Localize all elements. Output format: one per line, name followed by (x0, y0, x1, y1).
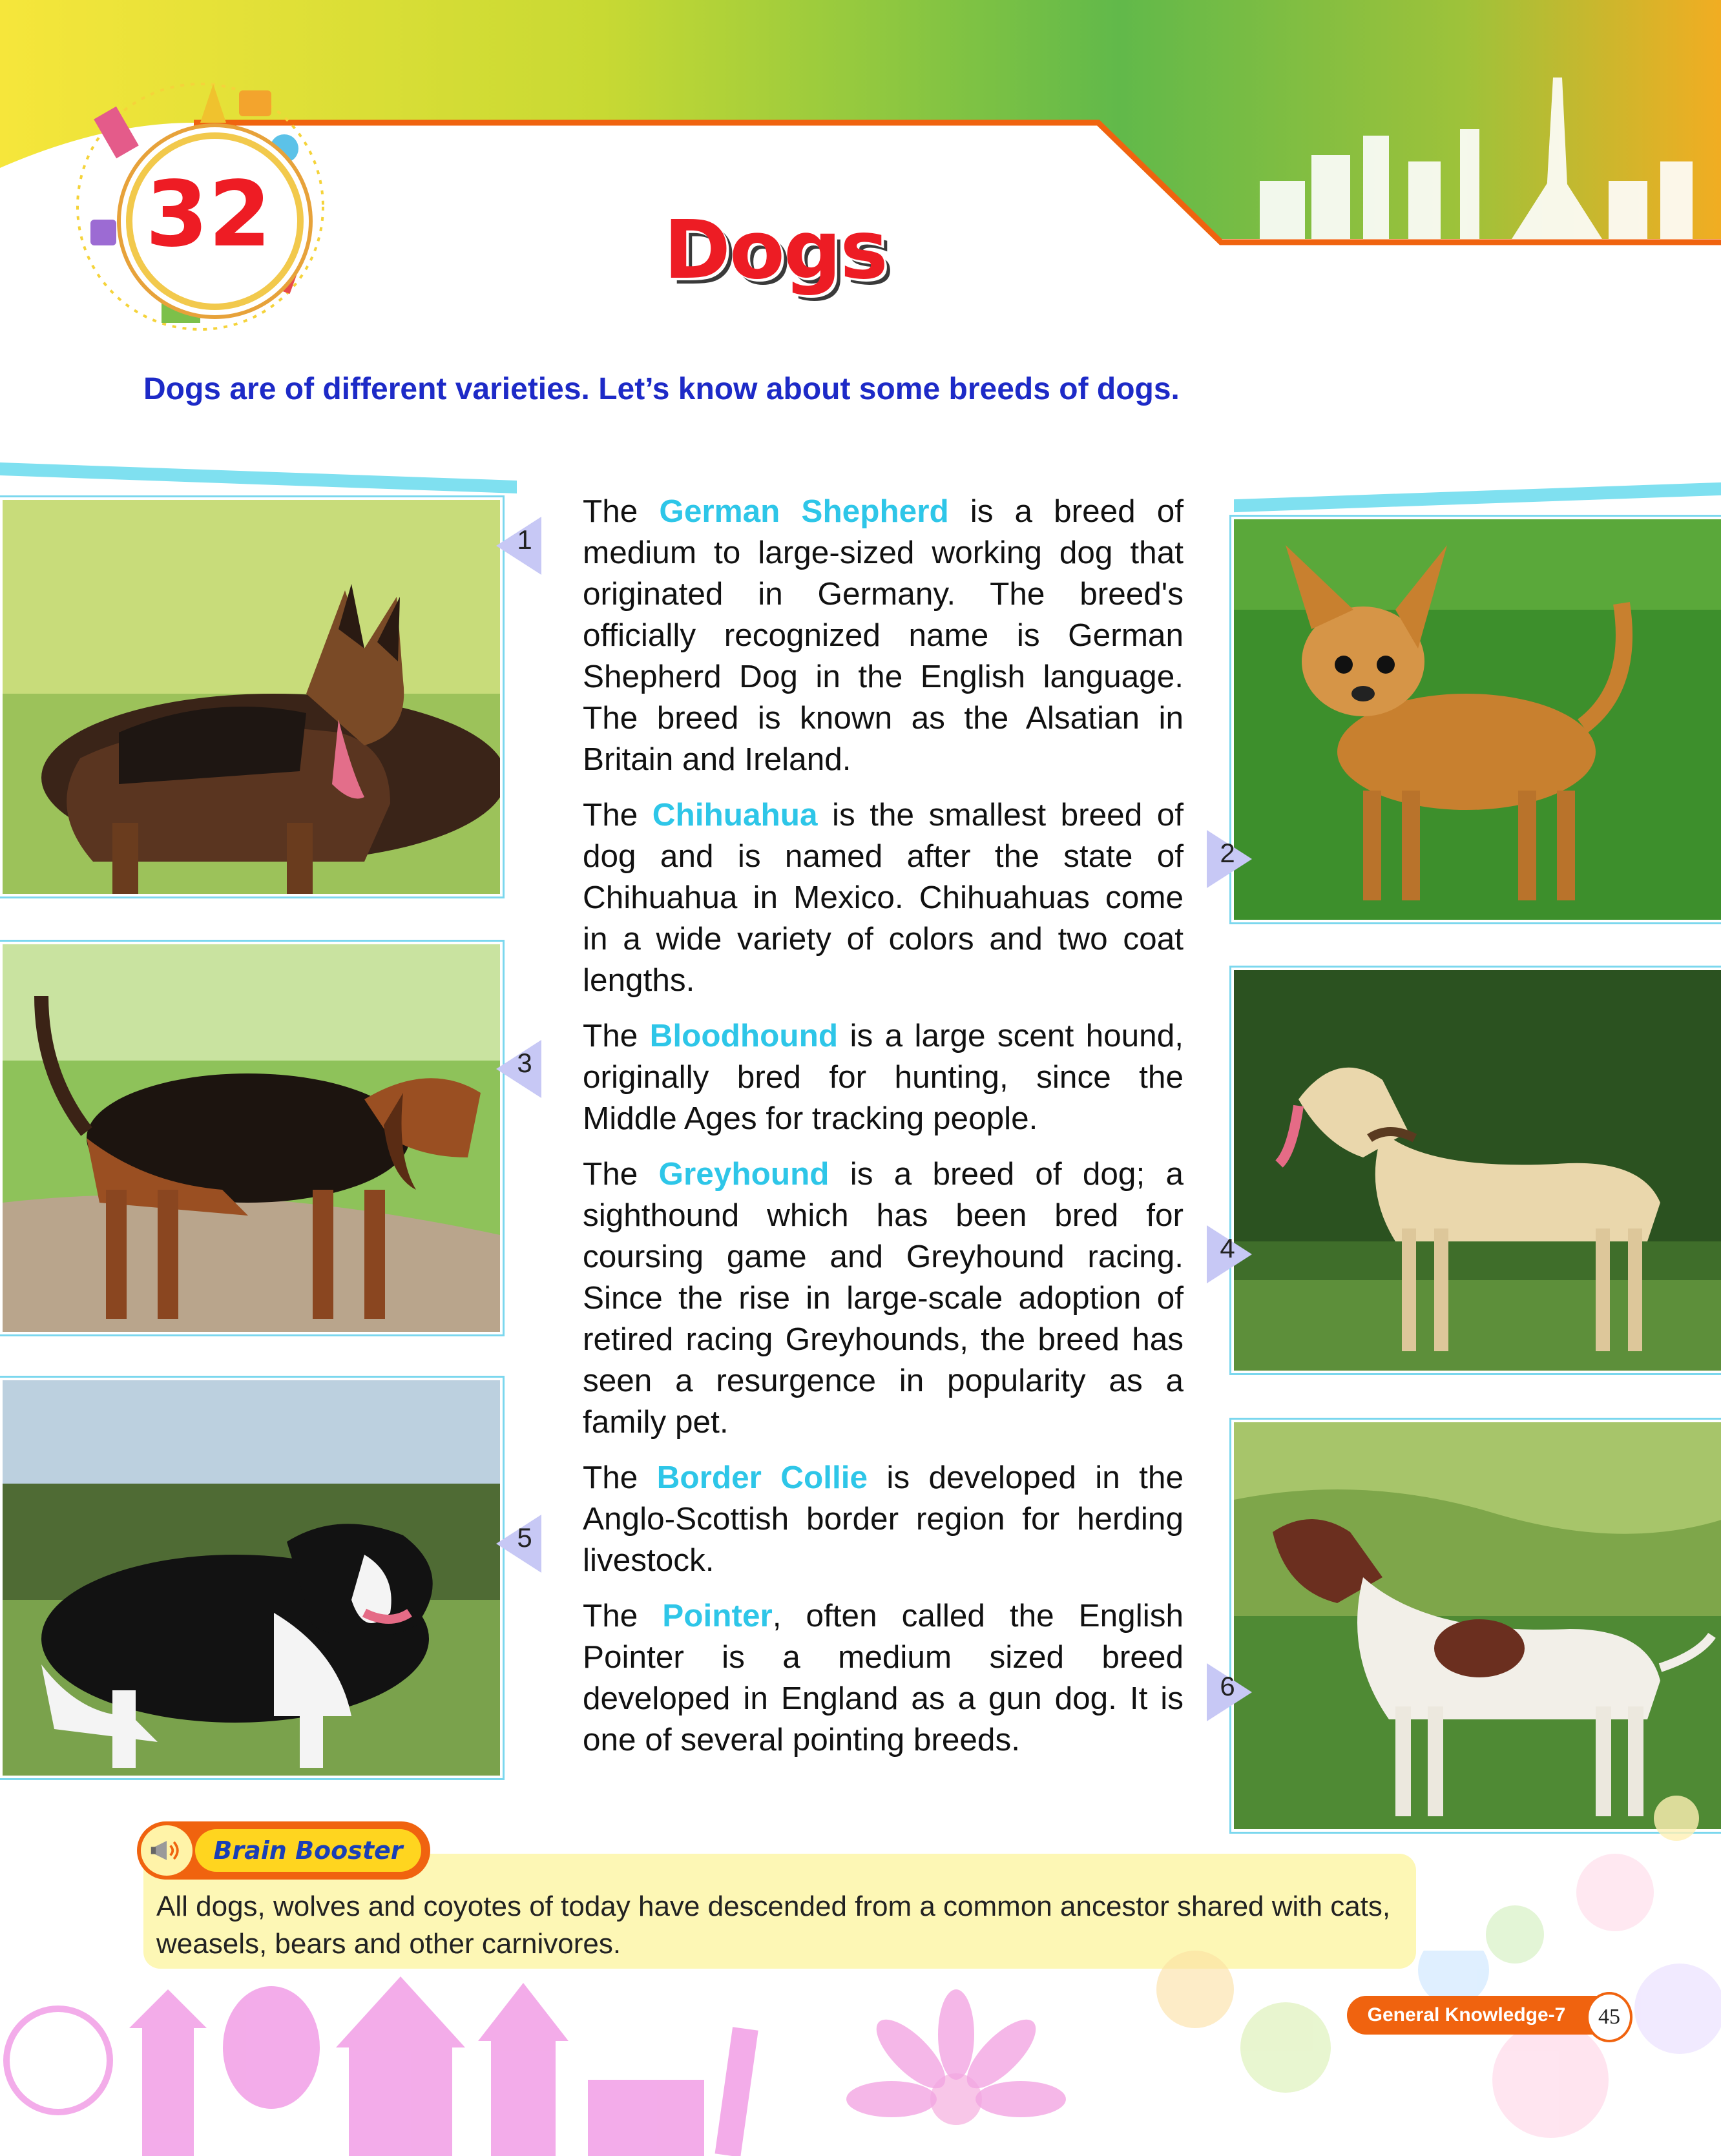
ribbon-right-1 (1234, 482, 1721, 512)
breed-descriptions (583, 491, 1184, 1775)
chapter-number: 32 (145, 162, 271, 267)
bubble-decoration-2 (1486, 1905, 1544, 1964)
border-collie-photo (0, 1378, 503, 1778)
breed-name-pointer: Pointer (662, 1598, 773, 1633)
german-shepherd-photo (0, 497, 503, 897)
paragraph-chihuahua: The Chihuahua is the smallest breed of dog and is named after the state of Chihuahua in Mexico. Chihuahuas come in a wide variety of colors and two coat lengths. (583, 797, 1184, 998)
pointer-photo (1231, 1420, 1721, 1832)
marker-3-number: 3 (517, 1048, 532, 1078)
breed-name-chihuahua: Chihuahua (652, 797, 818, 833)
paragraph-german-shepherd: The German Shepherd is a breed of medium to large-sized working dog that originated in Germany. The breed's officially recognized name is German Shepherd Dog in the English language. The breed is known as the Alsatian in Britain and Ireland. (583, 493, 1184, 777)
marker-2 (1207, 830, 1258, 888)
paragraph-pointer: The Pointer, often called the English Pointer is a medium sized breed developed in England as a gun dog. It is one of several pointing breeds. (583, 1598, 1184, 1757)
greyhound-photo (1231, 968, 1721, 1373)
paragraph-greyhound: The Greyhound is a breed of dog; a sighthound which has been bred for coursing game and Greyhound racing. Since the rise in large-scale adoption of retired racing Greyhounds, the breed has seen a resurgence in popularity as a family pet. (583, 1156, 1184, 1440)
flower-decoration-icon (846, 1989, 1066, 2125)
ribbon-left-1 (0, 462, 517, 493)
paragraph-border-collie: The Border Collie is developed in the Anglo-Scottish border region for herding livestock. (583, 1460, 1184, 1578)
marker-1 (496, 517, 548, 575)
marker-3 (496, 1040, 548, 1098)
breed-name-german-shepherd: German Shepherd (659, 493, 949, 529)
paragraph-bloodhound: The Bloodhound is a large scent hound, originally bred for hunting, since the Middle Ages for tracking people. (583, 1018, 1184, 1136)
marker-5 (496, 1515, 548, 1573)
marker-6-number: 6 (1220, 1671, 1235, 1701)
marker-1-number: 1 (517, 524, 532, 555)
bloodhound-photo (0, 942, 503, 1334)
megaphone-icon (141, 1825, 193, 1876)
breed-name-bloodhound: Bloodhound (649, 1018, 839, 1053)
page-title: Dogs (663, 203, 887, 297)
marker-6 (1207, 1663, 1258, 1721)
bubble-decoration-3 (1654, 1796, 1699, 1841)
breed-name-border-collie: Border Collie (656, 1460, 868, 1495)
brain-booster-label: Brain Booster (213, 1836, 403, 1865)
marker-5-number: 5 (517, 1522, 532, 1553)
footer-book-title: General Knowledge-7 (1367, 2004, 1566, 2026)
marker-4 (1207, 1225, 1258, 1283)
marker-4-number: 4 (1220, 1233, 1235, 1263)
breed-name-greyhound: Greyhound (658, 1156, 829, 1192)
footer-landmarks-silhouette-icon (0, 1951, 1721, 2156)
chihuahua-photo (1231, 517, 1721, 922)
marker-2-number: 2 (1220, 838, 1235, 868)
intro-text: Dogs are of different varieties. Let’s know about some breeds of dogs. (143, 372, 1180, 406)
bubble-decoration-1 (1576, 1854, 1654, 1931)
page-number: 45 (1586, 1992, 1632, 2042)
brain-booster-text: All dogs, wolves and coyotes of today have descended from a common ancestor shared with cats, weasels, bears and other carnivores. (156, 1891, 1391, 1960)
